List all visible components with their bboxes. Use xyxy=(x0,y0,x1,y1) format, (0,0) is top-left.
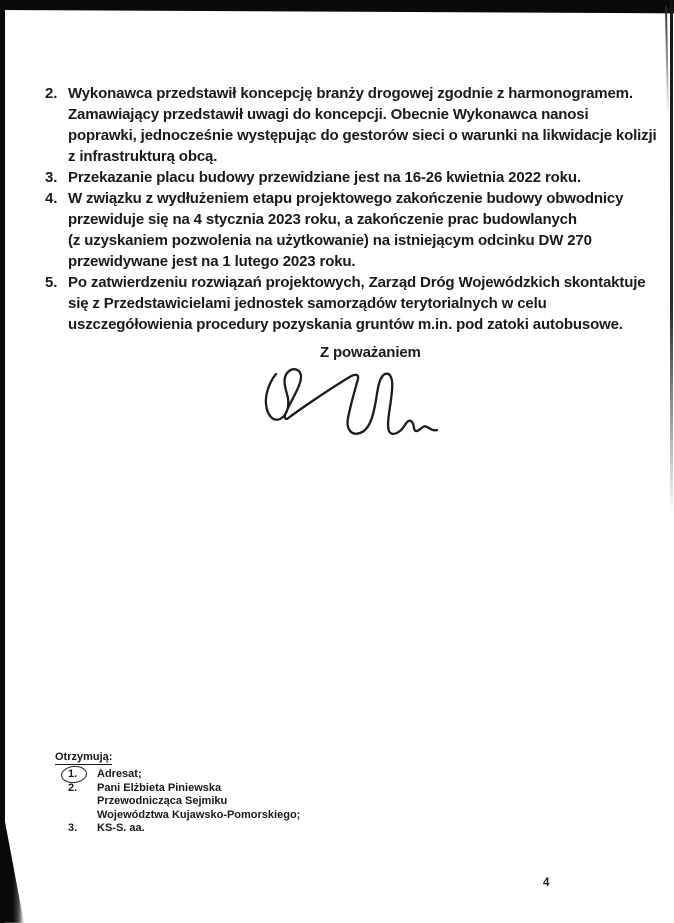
distribution-entry-text xyxy=(97,782,300,823)
list-item-3 xyxy=(45,167,657,188)
text-line: uszczegółowienia procedury pozyskania gruntów m.in. pod zatoki autobusowe. xyxy=(68,316,623,333)
list-item-number: 2. xyxy=(45,85,58,102)
text-line: przewidywane jest na 1 lutego 2023 roku. xyxy=(68,253,356,270)
distribution-entry-2 xyxy=(68,782,300,823)
distribution-entry-number xyxy=(68,768,97,782)
distribution-list xyxy=(55,751,300,836)
number-text: 2. xyxy=(68,781,78,794)
list-item-text xyxy=(68,272,645,335)
distribution-entry-1 xyxy=(68,768,300,782)
scan-edge-right xyxy=(670,0,673,515)
distribution-entry-3 xyxy=(68,822,300,836)
text-line: (z uzyskaniem pozwolenia na użytkowanie) na istniejącym odcinku DW 270 xyxy=(68,232,592,249)
text-line: Przekazanie placu budowy przewidziane jest na 16-26 kwietnia 2022 roku. xyxy=(68,169,581,186)
list-item-text xyxy=(68,167,581,188)
text-line: Pani Elżbieta Piniewska xyxy=(97,781,222,794)
number-text: 3. xyxy=(68,822,78,835)
list-item-number: 5. xyxy=(45,274,58,291)
letter-body xyxy=(45,83,657,363)
text-line: z infrastrukturą obcą. xyxy=(68,148,218,165)
distribution-entry-text xyxy=(97,822,145,836)
list-item-5 xyxy=(45,272,657,335)
list-item-text xyxy=(68,188,623,272)
signature-icon xyxy=(253,358,463,453)
scan-edge-right-sliver xyxy=(665,6,669,116)
list-item-number: 4. xyxy=(45,190,58,207)
text-line: Zamawiający przedstawił uwagi do koncepcji. Obecnie Wykonawca nanosi xyxy=(68,106,589,123)
scan-edge-bottom-left-wedge xyxy=(0,795,24,923)
distribution-entry-text xyxy=(97,768,142,782)
text-line: KS-S. aa. xyxy=(97,822,145,835)
text-line: poprawki, jednocześnie występując do gestorów sieci o warunki na likwidacje kolizji xyxy=(68,127,657,144)
list-item-4 xyxy=(45,188,657,272)
text-line: się z Przedstawicielami jednostek samorządów terytorialnych w celu xyxy=(68,295,547,312)
distribution-entry-number xyxy=(68,782,97,796)
text-line: Adresat; xyxy=(97,768,142,780)
list-item-text xyxy=(68,83,657,167)
list-item-2 xyxy=(45,83,657,167)
scan-edge-top xyxy=(0,0,674,13)
number-text: 1. xyxy=(68,768,78,780)
text-line: Wykonawca przedstawił koncepcję branży drogowej zgodnie z harmonogramem. xyxy=(68,85,633,102)
distribution-header: Otrzymują: xyxy=(55,751,113,763)
text-line: Po zatwierdzeniu rozwiązań projektowych, Zarząd Dróg Wojewódzkich skontaktuje xyxy=(68,274,646,291)
text-line: Województwa Kujawsko-Pomorskiego; xyxy=(97,808,301,821)
page-number: 4 xyxy=(543,877,550,889)
closing-salutation: Z poważaniem xyxy=(320,344,421,361)
list-item-number: 3. xyxy=(45,169,58,186)
text-line: W związku z wydłużeniem etapu projektowego zakończenie budowy obwodnicy xyxy=(68,190,624,207)
distribution-entry-number xyxy=(68,822,97,836)
text-line: przewiduje się na 4 stycznia 2023 roku, a zakończenie prac budowlanych xyxy=(68,211,577,228)
text-line: Przewodnicząca Sejmiku xyxy=(97,795,228,808)
scan-edge-left xyxy=(0,0,5,923)
